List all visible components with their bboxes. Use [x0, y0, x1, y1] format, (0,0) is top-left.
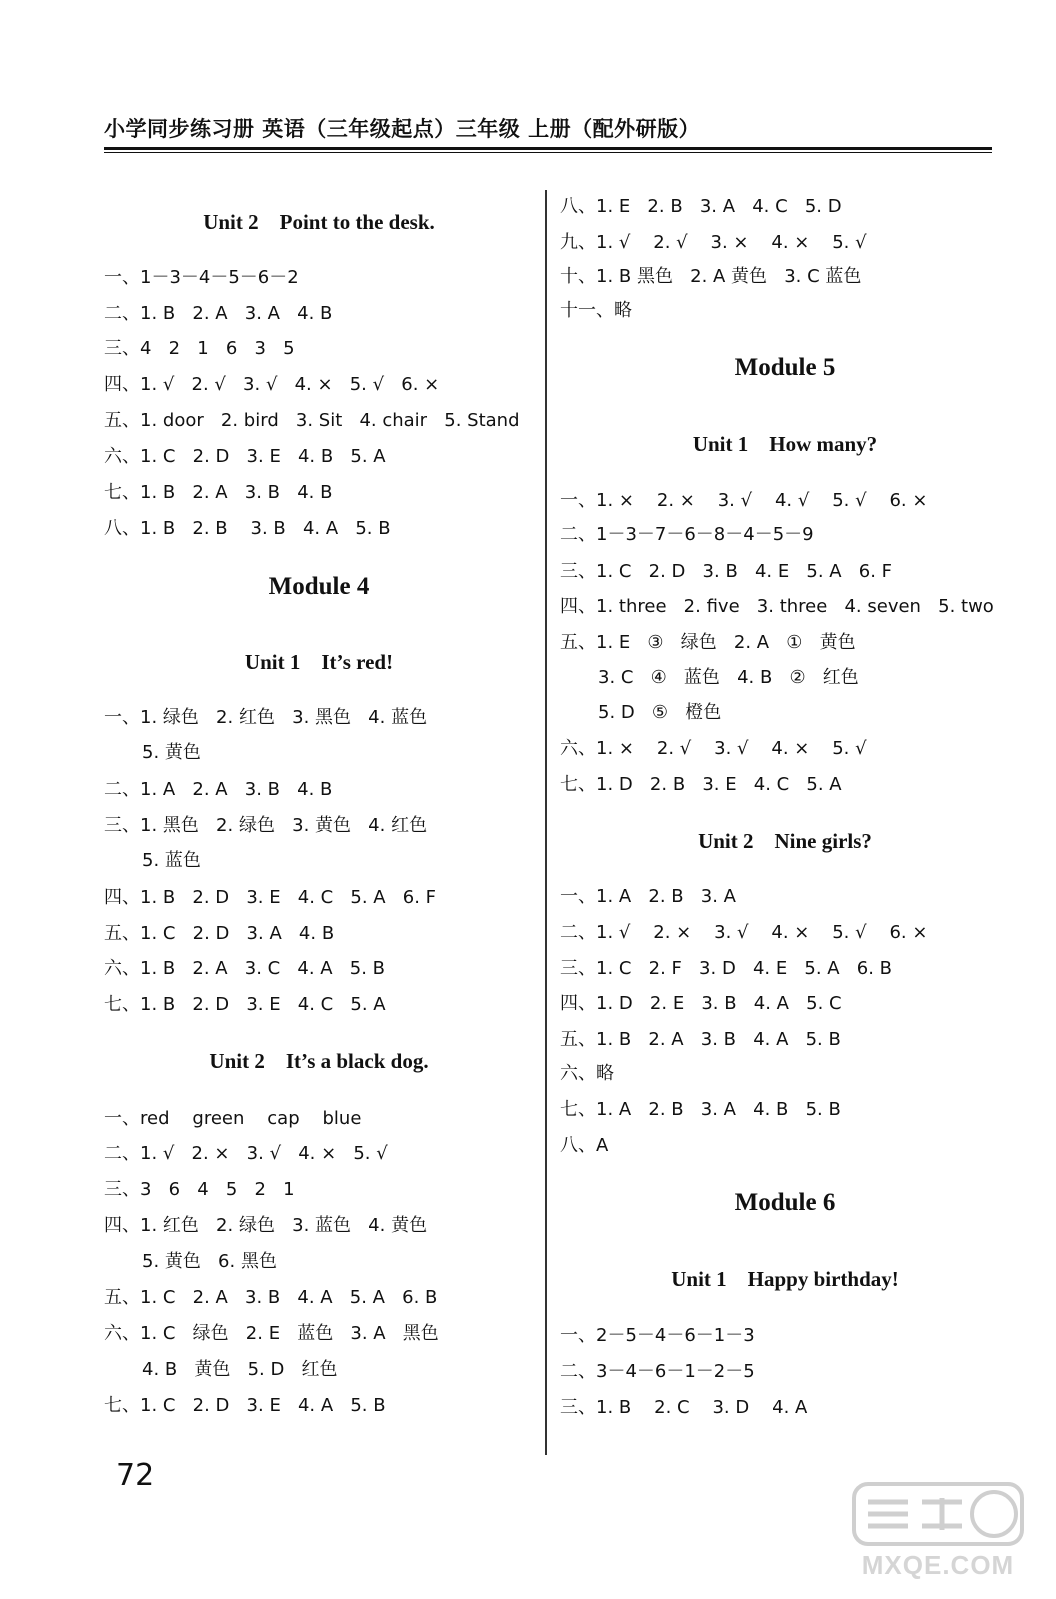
- watermark-badge-icon: [848, 1478, 1028, 1550]
- answer-line: 十一、略: [560, 300, 632, 321]
- answer-line-continuation: 5. D ⑤ 橙色: [598, 702, 722, 723]
- answer-line: 六、1. C 2. D 3. E 4. B 5. A: [104, 446, 386, 467]
- unit-heading: Unit 1 Happy birthday!: [671, 1267, 899, 1291]
- answer-line: 七、1. D 2. B 3. E 4. C 5. A: [560, 774, 842, 795]
- answer-line: 二、3－4－6－1－2－5: [560, 1361, 755, 1382]
- answer-line: 六、1. B 2. A 3. C 4. A 5. B: [104, 958, 386, 979]
- unit-heading: Unit 2 Point to the desk.: [203, 210, 435, 234]
- module-heading: Module 6: [734, 1189, 836, 1216]
- answer-line: 一、red green cap blue: [104, 1108, 362, 1129]
- answer-line: 三、4 2 1 6 3 5: [104, 338, 295, 359]
- unit-heading: Unit 2 Nine girls?: [698, 829, 872, 853]
- answer-line: 二、1. B 2. A 3. A 4. B: [104, 303, 333, 324]
- answer-line: 五、1. B 2. A 3. B 4. A 5. B: [560, 1029, 841, 1050]
- answer-line-continuation: 4. B 黄色 5. D 红色: [142, 1359, 338, 1380]
- unit-heading: Unit 2 It’s a black dog.: [209, 1049, 429, 1073]
- answer-line: 一、1. A 2. B 3. A: [560, 886, 736, 907]
- watermark-text: MXQE.COM: [861, 1550, 1015, 1580]
- answer-line: 三、1. B 2. C 3. D 4. A: [560, 1397, 808, 1418]
- module-heading: Module 4: [268, 573, 370, 600]
- answer-line-continuation: 5. 蓝色: [142, 850, 201, 871]
- answer-line: 九、1. √ 2. √ 3. × 4. × 5. √: [560, 232, 867, 253]
- answer-line: 八、1. B 2. B 3. B 4. A 5. B: [104, 518, 391, 539]
- answer-line: 七、1. C 2. D 3. E 4. A 5. B: [104, 1395, 386, 1416]
- answer-line: 三、1. C 2. F 3. D 4. E 5. A 6. B: [560, 958, 893, 979]
- answer-line: 四、1. 红色 2. 绿色 3. 蓝色 4. 黄色: [104, 1215, 428, 1236]
- answer-line: 五、1. C 2. D 3. A 4. B: [104, 923, 335, 944]
- answer-line: 四、1. D 2. E 3. B 4. A 5. C: [560, 993, 842, 1014]
- module-heading: Module 5: [734, 354, 836, 381]
- answer-line: 八、A: [560, 1135, 609, 1156]
- answer-line: 七、1. B 2. A 3. B 4. B: [104, 482, 333, 503]
- answer-line: 十、1. B 黑色 2. A 黄色 3. C 蓝色: [560, 266, 862, 287]
- answer-line: 三、1. C 2. D 3. B 4. E 5. A 6. F: [560, 561, 893, 582]
- answer-line: 一、1－3－4－5－6－2: [104, 267, 299, 288]
- answer-line: 一、1. × 2. × 3. √ 4. √ 5. √ 6. ×: [560, 490, 928, 511]
- answer-line: 五、1. C 2. A 3. B 4. A 5. A 6. B: [104, 1287, 438, 1308]
- page-number: 72: [116, 1458, 155, 1493]
- unit-heading: Unit 1 It’s red!: [244, 650, 394, 674]
- answer-line: 二、1. √ 2. × 3. √ 4. × 5. √: [104, 1143, 388, 1164]
- unit-heading: Unit 1 How many?: [692, 432, 878, 456]
- page-header-title: 小学同步练习册 英语（三年级起点）三年级 上册（配外研版）: [104, 117, 701, 141]
- answer-line: 二、1. A 2. A 3. B 4. B: [104, 779, 333, 800]
- answer-line: 四、1. √ 2. √ 3. √ 4. × 5. √ 6. ×: [104, 374, 440, 395]
- column-divider: [545, 190, 547, 1455]
- watermark-logo: [848, 1478, 1028, 1588]
- answer-line: 一、1. 绿色 2. 红色 3. 黑色 4. 蓝色: [104, 707, 428, 728]
- answer-line: 八、1. E 2. B 3. A 4. C 5. D: [560, 196, 842, 217]
- answer-line: 四、1. three 2. five 3. three 4. seven 5. two: [560, 596, 994, 617]
- answer-line: 六、1. × 2. √ 3. √ 4. × 5. √: [560, 738, 867, 759]
- answer-line: 三、1. 黑色 2. 绿色 3. 黄色 4. 红色: [104, 815, 428, 836]
- answer-line: 六、1. C 绿色 2. E 蓝色 3. A 黑色: [104, 1323, 439, 1344]
- answer-line-continuation: 5. 黄色: [142, 742, 201, 763]
- answer-line-continuation: 5. 黄色 6. 黑色: [142, 1251, 277, 1272]
- answer-line: 七、1. A 2. B 3. A 4. B 5. B: [560, 1099, 841, 1120]
- answer-line-continuation: 3. C ④ 蓝色 4. B ② 红色: [598, 667, 859, 688]
- answer-line: 六、略: [560, 1063, 614, 1084]
- answer-line: 二、1. √ 2. × 3. √ 4. × 5. √ 6. ×: [560, 922, 928, 943]
- answer-line: 四、1. B 2. D 3. E 4. C 5. A 6. F: [104, 887, 437, 908]
- answer-line: 五、1. E ③ 绿色 2. A ① 黄色: [560, 632, 856, 653]
- answer-line: 二、1－3－7－6－8－4－5－9: [560, 524, 814, 545]
- header-rule-thin: [104, 152, 992, 153]
- answer-line: 一、2－5－4－6－1－3: [560, 1325, 755, 1346]
- header-rule-thick: [104, 147, 992, 150]
- answer-line: 三、3 6 4 5 2 1: [104, 1179, 295, 1200]
- answer-line: 五、1. door 2. bird 3. Sit 4. chair 5. Stand: [104, 410, 520, 431]
- answer-line: 七、1. B 2. D 3. E 4. C 5. A: [104, 994, 386, 1015]
